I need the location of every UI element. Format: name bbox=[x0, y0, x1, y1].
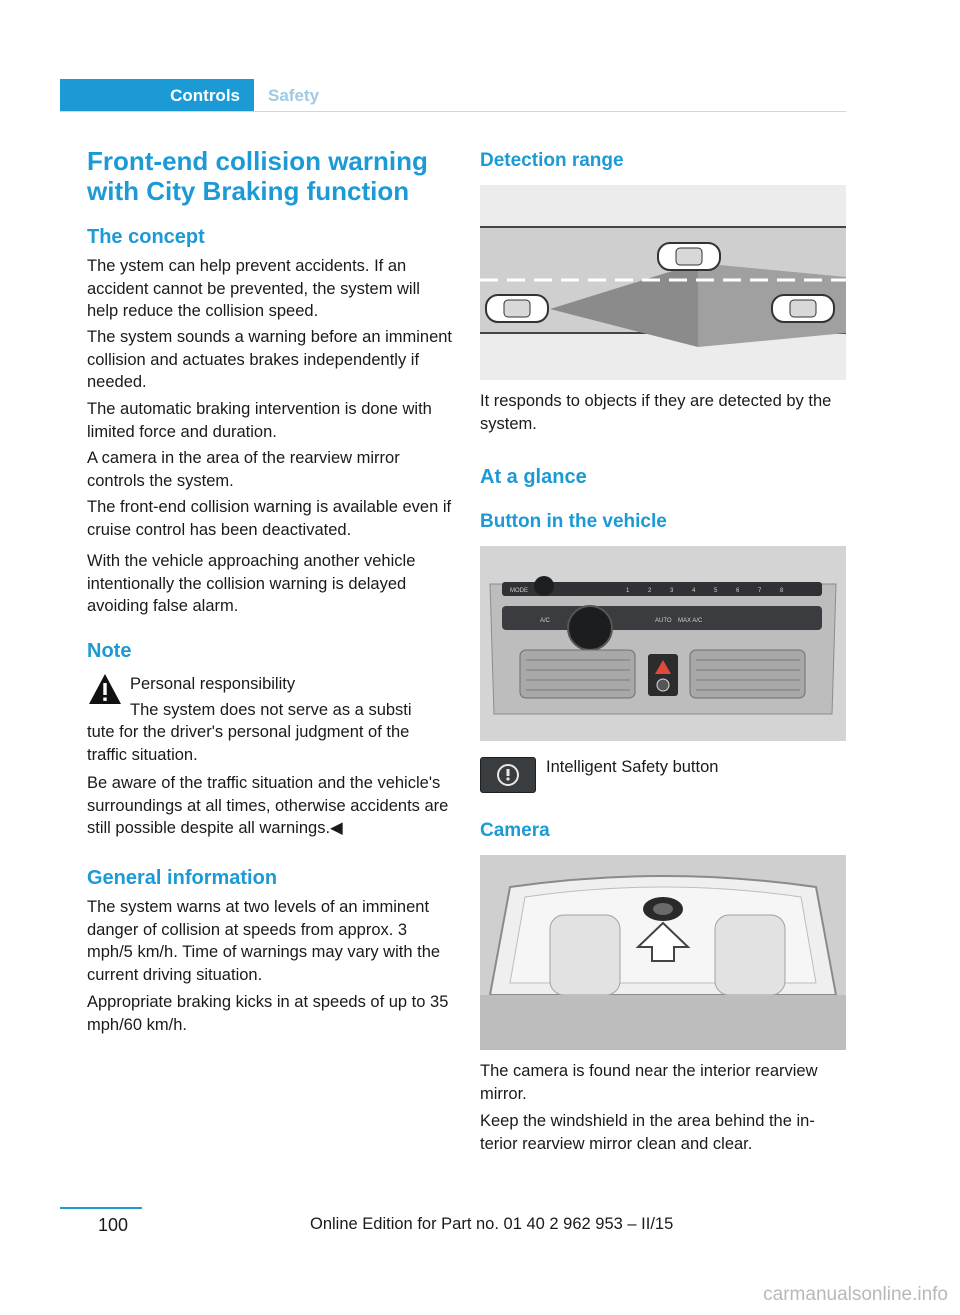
detection-text: It responds to objects if they are detected by the system. bbox=[480, 392, 832, 433]
concept-paragraph: The system sounds a warning before an imminent collision and actuates brakes independently if needed. bbox=[87, 328, 453, 391]
note-title: Personal responsibility bbox=[130, 675, 296, 693]
dashboard-figure bbox=[480, 546, 846, 741]
general-heading: General information bbox=[87, 867, 278, 889]
tab-safety[interactable] bbox=[268, 79, 319, 112]
edition-info: Online Edition for Part no. 01 40 2 962 953 – II/15 bbox=[310, 1215, 674, 1233]
note-heading: Note bbox=[87, 640, 132, 662]
detection-heading: Detection range bbox=[480, 150, 624, 171]
panel-label: AUTO bbox=[655, 618, 672, 624]
panel-label: 8 bbox=[780, 588, 784, 594]
panel-label: 7 bbox=[758, 588, 762, 594]
tab-safety-label: Safety bbox=[268, 86, 320, 105]
panel-label: 2 bbox=[648, 588, 652, 594]
camera-illustration bbox=[480, 855, 846, 1050]
panel-label: 6 bbox=[736, 588, 740, 594]
camera-paragraph: Keep the windshield in the area behind the interior rearview mirror clean and clear. bbox=[480, 1112, 815, 1153]
note-line: The system does not serve as a substi bbox=[130, 701, 412, 719]
dashboard-illustration bbox=[480, 546, 846, 741]
page-title: Front-end collision warning with City Braking function bbox=[87, 146, 428, 206]
panel-label: 4 bbox=[692, 588, 696, 594]
camera-heading: Camera bbox=[480, 820, 550, 841]
concept-paragraph: The ystem can help prevent accidents. If an accident cannot be prevented, the system will help reduce the collision speed. bbox=[87, 257, 420, 320]
panel-label: 1 bbox=[626, 588, 630, 594]
panel-label: 5 bbox=[714, 588, 718, 594]
detection-range-figure bbox=[480, 185, 846, 380]
tab-controls[interactable] bbox=[60, 79, 254, 112]
camera-paragraph: The camera is found near the interior rearview mirror. bbox=[480, 1062, 818, 1103]
general-paragraph: The system warns at two levels of an imminent danger of collision at speeds from approx. 3 mph/5 km/h. Time of warnings may vary with the current driving situation. bbox=[87, 898, 441, 984]
page-number: 100 bbox=[98, 1215, 129, 1235]
button-heading: Button in the vehicle bbox=[480, 511, 667, 532]
detection-range-illustration bbox=[480, 185, 846, 380]
car-ahead-left-lane bbox=[658, 243, 720, 270]
concept-paragraph: The automatic braking intervention is done with limited force and duration. bbox=[87, 400, 432, 441]
intelligent-safety-button-icon bbox=[480, 757, 536, 793]
watermark: carmanualsonline.info bbox=[763, 1284, 948, 1305]
note-paragraph: Be aware of the traffic situation and the vehicle's surroundings at all times, otherwise accidents are still possible despite all warnings.◀ bbox=[87, 774, 449, 837]
safety-shield-icon bbox=[481, 758, 535, 792]
concept-paragraph: A camera in the area of the rearview mirror controls the system. bbox=[87, 449, 400, 490]
concept-paragraph: With the vehicle approaching another vehicle intentionally the collision warning is delayed avoiding false alarm. bbox=[87, 552, 416, 615]
note-paragraph: tute for the driver's personal judgment of the traffic situation. bbox=[87, 723, 410, 764]
footer-accent-line bbox=[60, 1207, 142, 1209]
button-caption: Intelligent Safety button bbox=[546, 758, 719, 776]
car-ahead-same-lane bbox=[772, 295, 834, 322]
concept-paragraph: The front-end collision warning is available even if cruise control has been deactivated. bbox=[87, 498, 452, 539]
panel-label: MODE bbox=[510, 588, 528, 594]
own-car bbox=[486, 295, 548, 322]
panel-label: MAX A/C bbox=[678, 618, 703, 624]
general-paragraph: Appropriate braking kicks in at speeds of up to 35 mph/60 km/h. bbox=[87, 993, 449, 1034]
warning-triangle-icon bbox=[87, 672, 123, 706]
panel-label: 3 bbox=[670, 588, 674, 594]
tab-controls-label: Controls bbox=[170, 85, 240, 105]
camera-figure bbox=[480, 855, 846, 1050]
concept-heading: The concept bbox=[87, 226, 205, 248]
panel-label: A/C bbox=[540, 618, 551, 624]
header-divider bbox=[60, 111, 846, 112]
glance-heading: At a glance bbox=[480, 466, 587, 488]
